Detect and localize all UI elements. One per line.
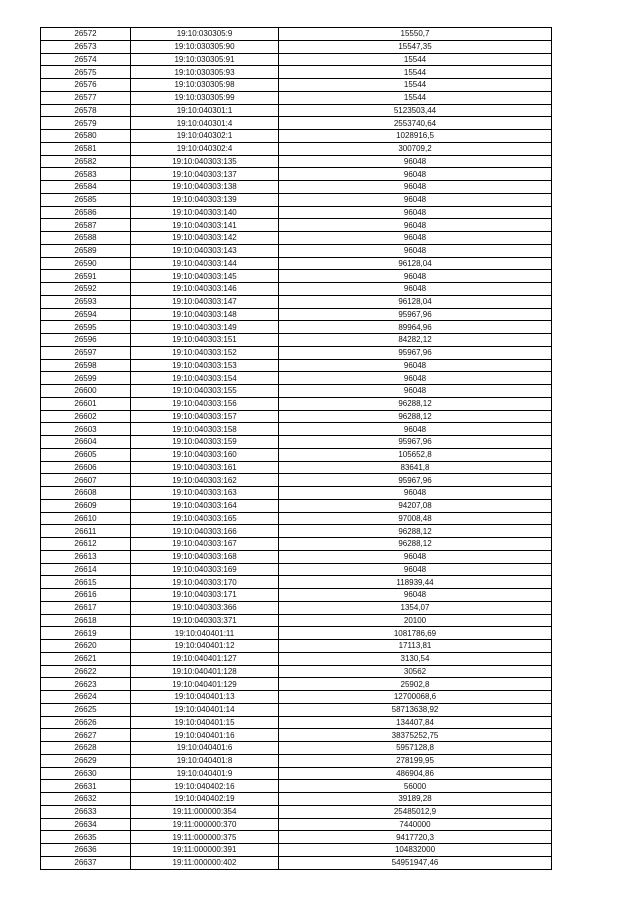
row-number-cell: 26611	[41, 525, 131, 538]
row-number-cell: 26580	[41, 130, 131, 143]
cadastral-number-cell: 19:11:000000:375	[131, 831, 279, 844]
table-row	[41, 410, 552, 423]
table-row	[41, 321, 552, 334]
value-cell: 20100	[279, 614, 552, 627]
table-row	[41, 525, 552, 538]
table-row	[41, 576, 552, 589]
table-row	[41, 793, 552, 806]
table-row	[41, 780, 552, 793]
value-cell: 96048	[279, 589, 552, 602]
row-number-cell: 26613	[41, 550, 131, 563]
value-cell: 96288,12	[279, 397, 552, 410]
row-number-cell: 26588	[41, 232, 131, 245]
value-cell: 15550,7	[279, 28, 552, 41]
table-row	[41, 359, 552, 372]
row-number-cell: 26600	[41, 385, 131, 398]
row-number-cell: 26598	[41, 359, 131, 372]
table-row	[41, 652, 552, 665]
cadastral-number-cell: 19:10:040303:156	[131, 397, 279, 410]
row-number-cell: 26631	[41, 780, 131, 793]
row-number-cell: 26609	[41, 499, 131, 512]
cadastral-number-cell: 19:10:040303:135	[131, 155, 279, 168]
cadastral-number-cell: 19:10:040401:13	[131, 691, 279, 704]
table-row	[41, 856, 552, 869]
cadastral-number-cell: 19:11:000000:402	[131, 856, 279, 869]
row-number-cell: 26621	[41, 652, 131, 665]
cadastral-number-cell: 19:10:040302:4	[131, 142, 279, 155]
value-cell: 15544	[279, 79, 552, 92]
row-number-cell: 26634	[41, 818, 131, 831]
table-row	[41, 155, 552, 168]
value-cell: 56000	[279, 780, 552, 793]
cadastral-number-cell: 19:10:040401:11	[131, 627, 279, 640]
row-number-cell: 26575	[41, 66, 131, 79]
cadastral-number-cell: 19:10:040401:127	[131, 652, 279, 665]
cadastral-number-cell: 19:10:040303:155	[131, 385, 279, 398]
data-table	[40, 27, 552, 870]
cadastral-number-cell: 19:10:040303:154	[131, 372, 279, 385]
table-row	[41, 818, 552, 831]
value-cell: 39189,28	[279, 793, 552, 806]
value-cell: 95967,96	[279, 346, 552, 359]
cadastral-number-cell: 19:10:040303:151	[131, 334, 279, 347]
table-row	[41, 831, 552, 844]
cadastral-number-cell: 19:10:040303:165	[131, 512, 279, 525]
row-number-cell: 26585	[41, 193, 131, 206]
table-row	[41, 716, 552, 729]
table-row	[41, 665, 552, 678]
row-number-cell: 26629	[41, 754, 131, 767]
cadastral-number-cell: 19:10:040303:167	[131, 538, 279, 551]
table-row	[41, 512, 552, 525]
cadastral-number-cell: 19:11:000000:391	[131, 844, 279, 857]
cadastral-number-cell: 19:10:040303:371	[131, 614, 279, 627]
document-page	[40, 27, 551, 870]
cadastral-number-cell: 19:10:040303:147	[131, 295, 279, 308]
row-number-cell: 26606	[41, 461, 131, 474]
value-cell: 17113,81	[279, 640, 552, 653]
table-row	[41, 244, 552, 257]
value-cell: 96288,12	[279, 538, 552, 551]
value-cell: 134407,84	[279, 716, 552, 729]
value-cell: 95967,96	[279, 436, 552, 449]
table-row	[41, 767, 552, 780]
value-cell: 7440000	[279, 818, 552, 831]
table-row	[41, 397, 552, 410]
table-row	[41, 91, 552, 104]
value-cell: 94207,08	[279, 499, 552, 512]
row-number-cell: 26633	[41, 805, 131, 818]
row-number-cell: 26607	[41, 474, 131, 487]
value-cell: 30562	[279, 665, 552, 678]
cadastral-number-cell: 19:10:040303:168	[131, 550, 279, 563]
row-number-cell: 26605	[41, 448, 131, 461]
row-number-cell: 26586	[41, 206, 131, 219]
table-row	[41, 729, 552, 742]
row-number-cell: 26579	[41, 117, 131, 130]
row-number-cell: 26628	[41, 742, 131, 755]
cadastral-number-cell: 19:10:040303:148	[131, 308, 279, 321]
row-number-cell: 26614	[41, 563, 131, 576]
table-row	[41, 538, 552, 551]
table-row	[41, 334, 552, 347]
cadastral-number-cell: 19:10:040303:170	[131, 576, 279, 589]
value-cell: 25485012,9	[279, 805, 552, 818]
value-cell: 15547,35	[279, 40, 552, 53]
row-number-cell: 26583	[41, 168, 131, 181]
table-row	[41, 754, 552, 767]
row-number-cell: 26637	[41, 856, 131, 869]
table-row	[41, 193, 552, 206]
cadastral-number-cell: 19:10:040301:1	[131, 104, 279, 117]
table-row	[41, 601, 552, 614]
row-number-cell: 26610	[41, 512, 131, 525]
row-number-cell: 26595	[41, 321, 131, 334]
value-cell: 96128,04	[279, 295, 552, 308]
value-cell: 96048	[279, 385, 552, 398]
table-row	[41, 563, 552, 576]
row-number-cell: 26615	[41, 576, 131, 589]
table-row	[41, 181, 552, 194]
table-row	[41, 79, 552, 92]
cadastral-number-cell: 19:10:040401:6	[131, 742, 279, 755]
row-number-cell: 26627	[41, 729, 131, 742]
row-number-cell: 26576	[41, 79, 131, 92]
cadastral-number-cell: 19:10:040302:1	[131, 130, 279, 143]
table-row	[41, 232, 552, 245]
value-cell: 1354,07	[279, 601, 552, 614]
cadastral-number-cell: 19:10:040303:158	[131, 423, 279, 436]
row-number-cell: 26624	[41, 691, 131, 704]
value-cell: 96048	[279, 359, 552, 372]
table-row	[41, 295, 552, 308]
table-row	[41, 104, 552, 117]
value-cell: 3130,54	[279, 652, 552, 665]
cadastral-number-cell: 19:10:040401:8	[131, 754, 279, 767]
row-number-cell: 26593	[41, 295, 131, 308]
value-cell: 5957128,8	[279, 742, 552, 755]
table-row	[41, 346, 552, 359]
row-number-cell: 26616	[41, 589, 131, 602]
cadastral-number-cell: 19:10:040303:153	[131, 359, 279, 372]
row-number-cell: 26582	[41, 155, 131, 168]
table-row	[41, 40, 552, 53]
value-cell: 15544	[279, 91, 552, 104]
value-cell: 2553740,64	[279, 117, 552, 130]
value-cell: 96048	[279, 487, 552, 500]
cadastral-number-cell: 19:10:030305:93	[131, 66, 279, 79]
value-cell: 83641,8	[279, 461, 552, 474]
table-row	[41, 499, 552, 512]
value-cell: 96048	[279, 232, 552, 245]
value-cell: 96128,04	[279, 257, 552, 270]
cadastral-number-cell: 19:10:040401:128	[131, 665, 279, 678]
cadastral-number-cell: 19:10:040303:149	[131, 321, 279, 334]
table-row	[41, 487, 552, 500]
row-number-cell: 26617	[41, 601, 131, 614]
value-cell: 278199,95	[279, 754, 552, 767]
value-cell: 96048	[279, 283, 552, 296]
row-number-cell: 26587	[41, 219, 131, 232]
value-cell: 96288,12	[279, 410, 552, 423]
value-cell: 118939,44	[279, 576, 552, 589]
table-row	[41, 117, 552, 130]
value-cell: 95967,96	[279, 474, 552, 487]
table-row	[41, 308, 552, 321]
table-row	[41, 627, 552, 640]
cadastral-number-cell: 19:10:040303:157	[131, 410, 279, 423]
table-body	[41, 28, 552, 870]
cadastral-number-cell: 19:10:040303:146	[131, 283, 279, 296]
cadastral-number-cell: 19:10:040303:139	[131, 193, 279, 206]
table-row	[41, 640, 552, 653]
value-cell: 97008,48	[279, 512, 552, 525]
table-row	[41, 423, 552, 436]
cadastral-number-cell: 19:10:040303:137	[131, 168, 279, 181]
row-number-cell: 26632	[41, 793, 131, 806]
row-number-cell: 26594	[41, 308, 131, 321]
table-row	[41, 283, 552, 296]
value-cell: 84282,12	[279, 334, 552, 347]
table-row	[41, 474, 552, 487]
table-row	[41, 589, 552, 602]
row-number-cell: 26591	[41, 270, 131, 283]
row-number-cell: 26626	[41, 716, 131, 729]
row-number-cell: 26573	[41, 40, 131, 53]
cadastral-number-cell: 19:10:040401:129	[131, 678, 279, 691]
value-cell: 15544	[279, 53, 552, 66]
cadastral-number-cell: 19:10:040303:159	[131, 436, 279, 449]
row-number-cell: 26636	[41, 844, 131, 857]
table-row	[41, 614, 552, 627]
row-number-cell: 26597	[41, 346, 131, 359]
row-number-cell: 26603	[41, 423, 131, 436]
cadastral-number-cell: 19:10:040303:169	[131, 563, 279, 576]
table-row	[41, 448, 552, 461]
value-cell: 5123503,44	[279, 104, 552, 117]
value-cell: 96048	[279, 181, 552, 194]
value-cell: 486904,86	[279, 767, 552, 780]
value-cell: 38375252,75	[279, 729, 552, 742]
table-row	[41, 66, 552, 79]
row-number-cell: 26602	[41, 410, 131, 423]
value-cell: 25902,8	[279, 678, 552, 691]
row-number-cell: 26599	[41, 372, 131, 385]
cadastral-number-cell: 19:10:040303:141	[131, 219, 279, 232]
table-row	[41, 691, 552, 704]
cadastral-number-cell: 19:10:040401:14	[131, 703, 279, 716]
cadastral-number-cell: 19:11:000000:354	[131, 805, 279, 818]
table-row	[41, 844, 552, 857]
value-cell: 300709,2	[279, 142, 552, 155]
row-number-cell: 26623	[41, 678, 131, 691]
cadastral-number-cell: 19:10:040303:140	[131, 206, 279, 219]
row-number-cell: 26584	[41, 181, 131, 194]
row-number-cell: 26620	[41, 640, 131, 653]
cadastral-number-cell: 19:10:030305:99	[131, 91, 279, 104]
row-number-cell: 26578	[41, 104, 131, 117]
row-number-cell: 26601	[41, 397, 131, 410]
table-row	[41, 742, 552, 755]
cadastral-number-cell: 19:10:040303:164	[131, 499, 279, 512]
row-number-cell: 26622	[41, 665, 131, 678]
cadastral-number-cell: 19:10:040303:152	[131, 346, 279, 359]
table-row	[41, 678, 552, 691]
value-cell: 95967,96	[279, 308, 552, 321]
value-cell: 96048	[279, 372, 552, 385]
table-row	[41, 372, 552, 385]
table-row	[41, 142, 552, 155]
value-cell: 105652,8	[279, 448, 552, 461]
row-number-cell: 26604	[41, 436, 131, 449]
table-row	[41, 130, 552, 143]
cadastral-number-cell: 19:10:040303:171	[131, 589, 279, 602]
cadastral-number-cell: 19:10:030305:91	[131, 53, 279, 66]
value-cell: 96048	[279, 206, 552, 219]
value-cell: 96048	[279, 423, 552, 436]
cadastral-number-cell: 19:11:000000:370	[131, 818, 279, 831]
cadastral-number-cell: 19:10:040401:15	[131, 716, 279, 729]
table-row	[41, 461, 552, 474]
value-cell: 15544	[279, 66, 552, 79]
row-number-cell: 26574	[41, 53, 131, 66]
table-row	[41, 53, 552, 66]
cadastral-number-cell: 19:10:040402:16	[131, 780, 279, 793]
value-cell: 89964,96	[279, 321, 552, 334]
row-number-cell: 26596	[41, 334, 131, 347]
table-row	[41, 257, 552, 270]
row-number-cell: 26572	[41, 28, 131, 41]
table-row	[41, 28, 552, 41]
table-row	[41, 206, 552, 219]
value-cell: 54951947,46	[279, 856, 552, 869]
value-cell: 96048	[279, 550, 552, 563]
row-number-cell: 26590	[41, 257, 131, 270]
value-cell: 1028916,5	[279, 130, 552, 143]
value-cell: 58713638,92	[279, 703, 552, 716]
row-number-cell: 26589	[41, 244, 131, 257]
cadastral-number-cell: 19:10:040303:145	[131, 270, 279, 283]
row-number-cell: 26618	[41, 614, 131, 627]
table-row	[41, 703, 552, 716]
value-cell: 96048	[279, 193, 552, 206]
cadastral-number-cell: 19:10:040303:143	[131, 244, 279, 257]
value-cell: 9417720,3	[279, 831, 552, 844]
cadastral-number-cell: 19:10:040401:16	[131, 729, 279, 742]
table-row	[41, 219, 552, 232]
value-cell: 104832000	[279, 844, 552, 857]
row-number-cell: 26625	[41, 703, 131, 716]
value-cell: 96048	[279, 155, 552, 168]
row-number-cell: 26635	[41, 831, 131, 844]
cadastral-number-cell: 19:10:030305:98	[131, 79, 279, 92]
cadastral-number-cell: 19:10:040303:166	[131, 525, 279, 538]
row-number-cell: 26592	[41, 283, 131, 296]
value-cell: 96048	[279, 244, 552, 257]
row-number-cell: 26612	[41, 538, 131, 551]
cadastral-number-cell: 19:10:040303:366	[131, 601, 279, 614]
table-row	[41, 270, 552, 283]
table-row	[41, 550, 552, 563]
value-cell: 96288,12	[279, 525, 552, 538]
value-cell: 96048	[279, 168, 552, 181]
cadastral-number-cell: 19:10:040401:12	[131, 640, 279, 653]
row-number-cell: 26577	[41, 91, 131, 104]
cadastral-number-cell: 19:10:040303:163	[131, 487, 279, 500]
row-number-cell: 26608	[41, 487, 131, 500]
value-cell: 96048	[279, 270, 552, 283]
cadastral-number-cell: 19:10:040301:4	[131, 117, 279, 130]
cadastral-number-cell: 19:10:040401:9	[131, 767, 279, 780]
row-number-cell: 26581	[41, 142, 131, 155]
table-row	[41, 805, 552, 818]
cadastral-number-cell: 19:10:030305:9	[131, 28, 279, 41]
value-cell: 96048	[279, 563, 552, 576]
cadastral-number-cell: 19:10:040303:138	[131, 181, 279, 194]
cadastral-number-cell: 19:10:040303:160	[131, 448, 279, 461]
row-number-cell: 26630	[41, 767, 131, 780]
cadastral-number-cell: 19:10:040303:144	[131, 257, 279, 270]
table-row	[41, 436, 552, 449]
cadastral-number-cell: 19:10:040303:162	[131, 474, 279, 487]
cadastral-number-cell: 19:10:040303:161	[131, 461, 279, 474]
value-cell: 96048	[279, 219, 552, 232]
row-number-cell: 26619	[41, 627, 131, 640]
table-row	[41, 385, 552, 398]
value-cell: 12700068,6	[279, 691, 552, 704]
table-row	[41, 168, 552, 181]
value-cell: 1081786,69	[279, 627, 552, 640]
cadastral-number-cell: 19:10:040402:19	[131, 793, 279, 806]
cadastral-number-cell: 19:10:040303:142	[131, 232, 279, 245]
cadastral-number-cell: 19:10:030305:90	[131, 40, 279, 53]
